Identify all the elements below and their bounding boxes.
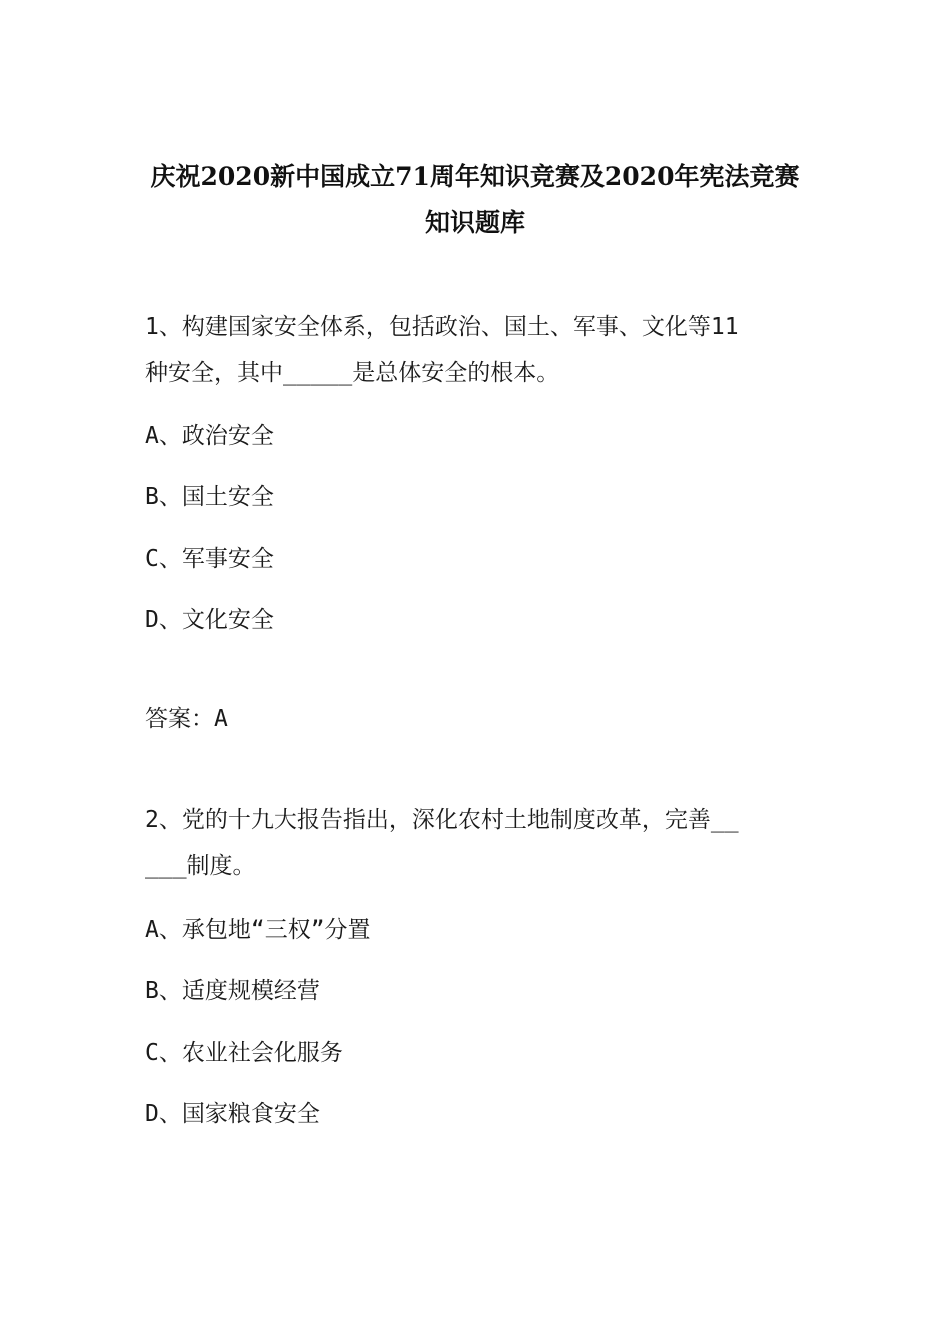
question-1-option-b: B、国土安全 — [145, 484, 274, 510]
question-2-stem-line-2: ___制度。 — [145, 853, 256, 879]
question-2-option-a: A、承包地“三权”分置 — [145, 917, 371, 943]
question-1-option-a: A、政治安全 — [145, 423, 274, 449]
question-1-answer: 答案：A — [145, 706, 228, 732]
question-2-option-d: D、国家粮食安全 — [145, 1101, 320, 1127]
question-2-option-b: B、适度规模经营 — [145, 978, 320, 1004]
document-title-line-2: 知识题库 — [424, 208, 525, 237]
document-title-line-1: 庆祝2020新中国成立71周年知识竞赛及2020年宪法竞赛 — [150, 162, 800, 191]
question-2-option-c: C、农业社会化服务 — [145, 1040, 343, 1066]
question-1-stem-line-2: 种安全，其中_____是总体安全的根本。 — [145, 360, 560, 386]
question-2-stem-line-1: 2、党的十九大报告指出，深化农村土地制度改革，完善__ — [145, 807, 739, 833]
question-1-option-d: D、文化安全 — [145, 607, 274, 633]
question-1-stem-line-1: 1、构建国家安全体系，包括政治、国土、军事、文化等11 — [145, 314, 739, 340]
question-1-option-c: C、军事安全 — [145, 546, 274, 572]
